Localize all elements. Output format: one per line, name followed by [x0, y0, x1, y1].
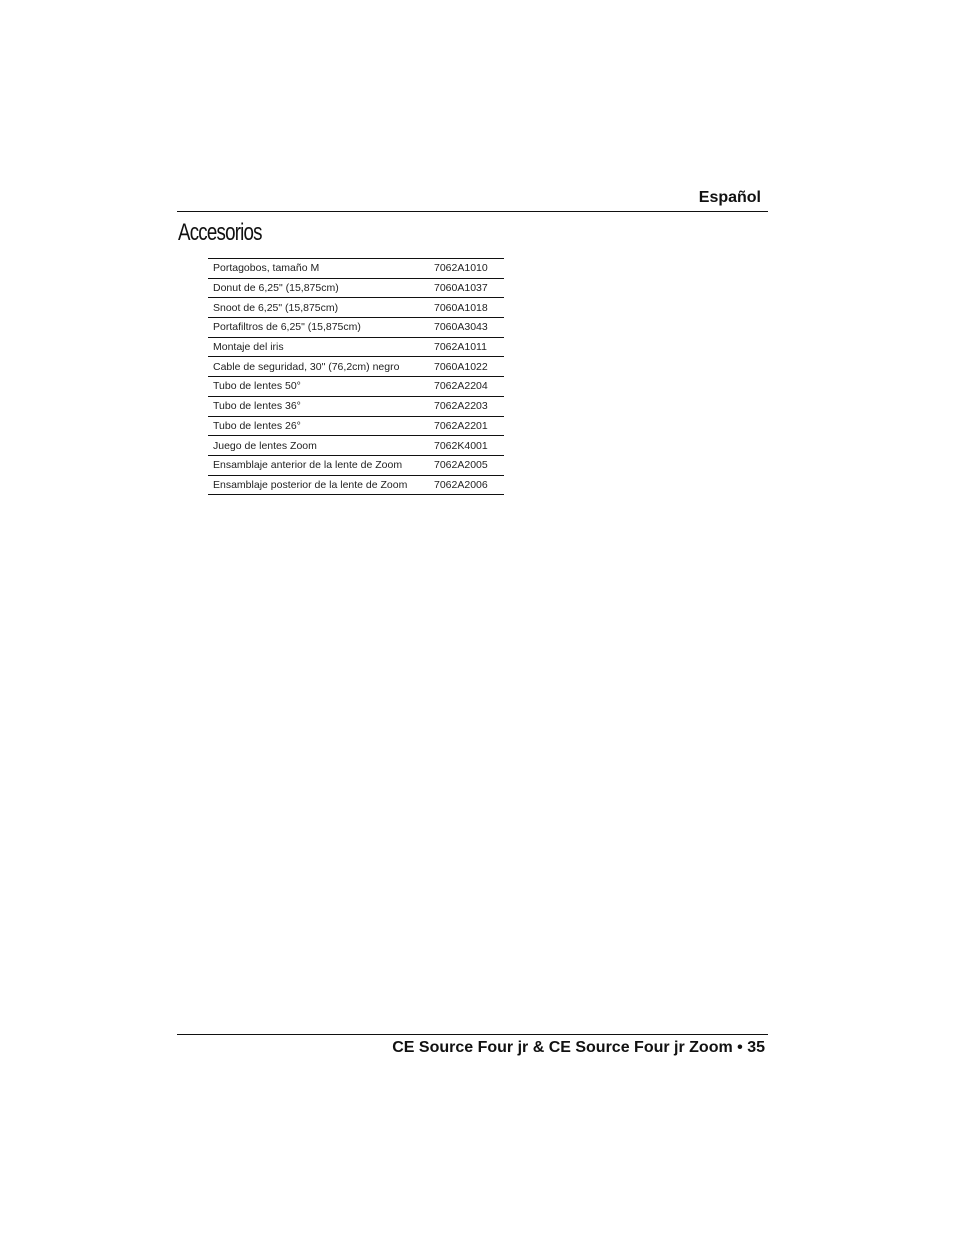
- accessories-table: [208, 258, 504, 495]
- accessory-description: Montaje del iris: [208, 337, 429, 357]
- table-row: [208, 278, 504, 298]
- section-title: Accesorios: [178, 219, 262, 246]
- accessory-part-number: 7062A2006: [429, 475, 504, 495]
- accessory-part-number: 7062K4001: [429, 436, 504, 456]
- accessory-part-number: 7062A1010: [429, 259, 504, 279]
- header-rule: [177, 211, 768, 212]
- accessory-part-number: 7060A3043: [429, 318, 504, 338]
- accessory-description: Donut de 6,25" (15,875cm): [208, 278, 429, 298]
- accessory-description: Juego de lentes Zoom: [208, 436, 429, 456]
- accessory-description: Snoot de 6,25" (15,875cm): [208, 298, 429, 318]
- accessory-description: Ensamblaje anterior de la lente de Zoom: [208, 455, 429, 475]
- footer-rule: [177, 1034, 768, 1035]
- accessory-description: Cable de seguridad, 30" (76,2cm) negro: [208, 357, 429, 377]
- footer-title-page-number: CE Source Four jr & CE Source Four jr Zoom • 35: [392, 1039, 765, 1056]
- header-language: Español: [698, 189, 761, 206]
- accessory-part-number: 7060A1022: [429, 357, 504, 377]
- accessory-description: Portafiltros de 6,25" (15,875cm): [208, 318, 429, 338]
- accessory-description: Ensamblaje posterior de la lente de Zoom: [208, 475, 429, 495]
- table-row: [208, 298, 504, 318]
- accessory-description: Tubo de lentes 50°: [208, 377, 429, 397]
- table-row: [208, 416, 504, 436]
- accessory-description: Tubo de lentes 26°: [208, 416, 429, 436]
- accessory-description: Tubo de lentes 36°: [208, 396, 429, 416]
- accessory-part-number: 7062A1011: [429, 337, 504, 357]
- accessory-part-number: 7062A2203: [429, 396, 504, 416]
- accessory-part-number: 7060A1018: [429, 298, 504, 318]
- table-row: [208, 318, 504, 338]
- table-row: [208, 436, 504, 456]
- table-row: [208, 259, 504, 279]
- accessory-part-number: 7062A2204: [429, 377, 504, 397]
- accessory-part-number: 7062A2201: [429, 416, 504, 436]
- table-row: [208, 475, 504, 495]
- table-row: [208, 377, 504, 397]
- table-row: [208, 337, 504, 357]
- table-row: [208, 455, 504, 475]
- table-row: [208, 396, 504, 416]
- accessory-part-number: 7060A1037: [429, 278, 504, 298]
- accessory-part-number: 7062A2005: [429, 455, 504, 475]
- table-row: [208, 357, 504, 377]
- accessory-description: Portagobos, tamaño M: [208, 259, 429, 279]
